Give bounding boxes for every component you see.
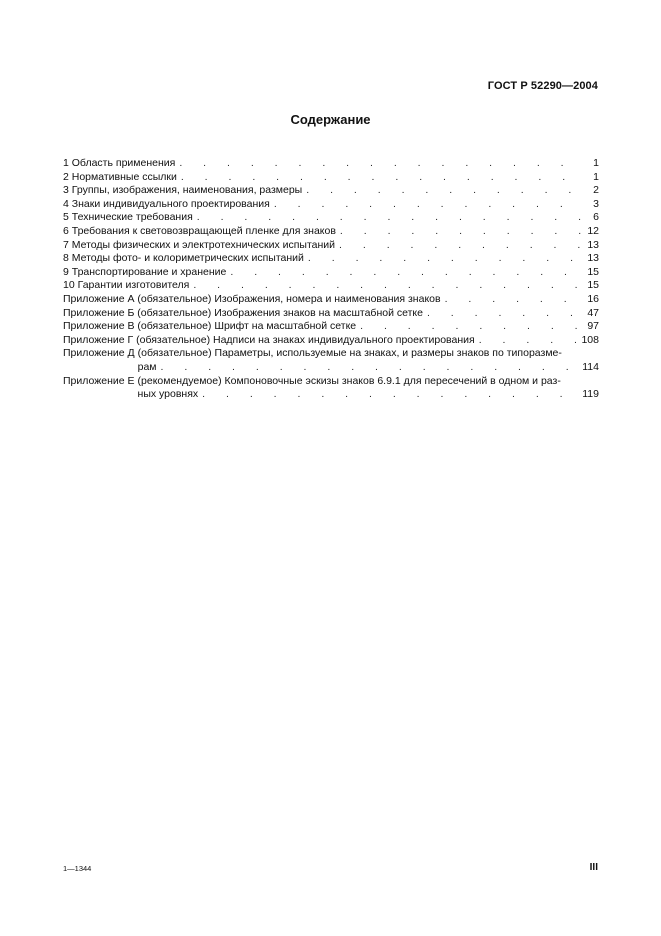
toc-leader-dots [181,171,581,185]
toc-entry-page: 6 [593,211,599,224]
document-code: ГОСТ Р 52290—2004 [487,80,598,92]
toc-entry-section-6[interactable] [63,225,599,239]
toc-leader-dots [274,198,581,212]
toc-entry-label: 2 Нормативные ссылки [63,170,177,183]
print-code: 1—1344 [63,864,92,873]
table-of-contents [63,157,599,402]
toc-entry-label: Приложение Б (обязательное) Изображения знаков на масштабной сетке [63,306,423,319]
toc-leader-dots [340,225,581,239]
toc-entry-page: 114 [582,360,599,373]
toc-entry-label: Приложение А (обязательное) Изображения, номера и наименования знаков [63,292,441,305]
toc-entry-label: 4 Знаки индивидуального проектирования [63,197,270,210]
toc-entry-page: 47 [587,306,599,319]
toc-entry-label: 9 Транспортирование и хранение [63,265,227,278]
toc-entry-appendix-b[interactable] [63,307,599,321]
toc-entry-page: 12 [587,224,599,237]
toc-entry-appendix-e[interactable] [63,375,599,402]
toc-entry-page: 2 [593,184,599,197]
toc-entry-label: 6 Требования к световозвращающей пленке для знаков [63,224,336,237]
toc-entry-page: 13 [587,238,599,251]
toc-entry-section-7[interactable] [63,239,599,253]
toc-entry-section-9[interactable] [63,266,599,280]
toc-entry-label: 10 Гарантии изготовителя [63,279,190,292]
toc-entry-appendix-d[interactable] [63,347,599,374]
toc-entry-line2 [138,361,599,375]
toc-entry-label-line2: рам [137,360,157,373]
toc-entry-page: 97 [587,320,599,333]
toc-entry-appendix-a[interactable] [63,293,599,307]
toc-leader-dots [202,388,581,402]
toc-entry-label: 1 Область применения [63,157,176,169]
toc-entry-label-line2: ных уровнях [137,388,199,401]
toc-leader-dots [179,157,581,171]
page-number: III [589,862,598,873]
toc-entry-appendix-v[interactable] [63,320,599,334]
toc-leader-dots [360,320,581,334]
toc-entry-page: 119 [582,388,599,401]
toc-entry-page: 108 [581,333,599,346]
toc-entry-section-2[interactable] [63,171,599,185]
toc-leader-dots [197,211,581,225]
toc-entry-section-3[interactable] [63,184,599,198]
toc-entry-section-1[interactable] [63,157,599,171]
toc-entry-label-line1: (рекомендуемое) Компоновочные эскизы знаков 6.9.1 для пересечений в одном и раз- [137,374,561,387]
toc-entry-page: 3 [593,197,599,210]
toc-entry-label: 3 Группы, изображения, наименования, размеры [63,184,303,197]
toc-entry-section-4[interactable] [63,198,599,212]
toc-entry-section-10[interactable] [63,279,599,293]
toc-entry-page: 15 [587,265,599,278]
toc-leader-dots [339,239,581,253]
toc-leader-dots [479,334,581,348]
toc-leader-dots [306,184,581,198]
toc-entry-page: 16 [587,292,599,305]
toc-leader-dots [230,266,581,280]
toc-entry-label: Приложение Г (обязательное) Надписи на знаках индивидуального проектирования [63,333,475,346]
toc-leader-dots [193,279,581,293]
toc-entry-section-8[interactable] [63,252,599,266]
toc-leader-dots [161,361,581,375]
toc-entry-page: 1 [593,157,599,169]
toc-entry-section-5[interactable] [63,211,599,225]
toc-entry-label: 8 Методы фото- и колориметрических испытаний [63,252,304,265]
toc-leader-dots [308,252,581,266]
toc-entry-page: 1 [593,170,599,183]
toc-entry-body [138,375,599,402]
toc-entry-appendix-g[interactable] [63,334,599,348]
toc-entry-prefix: Приложение Д [63,347,135,360]
toc-entry-label: Приложение В (обязательное) Шрифт на масштабной сетке [63,320,357,333]
toc-entry-label: 5 Технические требования [63,211,193,224]
page-title: Содержание [290,112,371,127]
toc-entry-page: 13 [587,252,599,265]
toc-entry-prefix: Приложение Е [63,374,135,387]
toc-entry-body [138,347,599,374]
toc-leader-dots [427,307,581,321]
toc-entry-label: 7 Методы физических и электротехнических испытаний [63,238,336,251]
toc-leader-dots [445,293,581,307]
toc-entry-line2 [138,388,599,402]
toc-entry-page: 15 [587,279,599,292]
toc-entry-label-line1: (обязательное) Параметры, используемые на знаках, и размеры знаков по типоразме- [137,347,562,360]
